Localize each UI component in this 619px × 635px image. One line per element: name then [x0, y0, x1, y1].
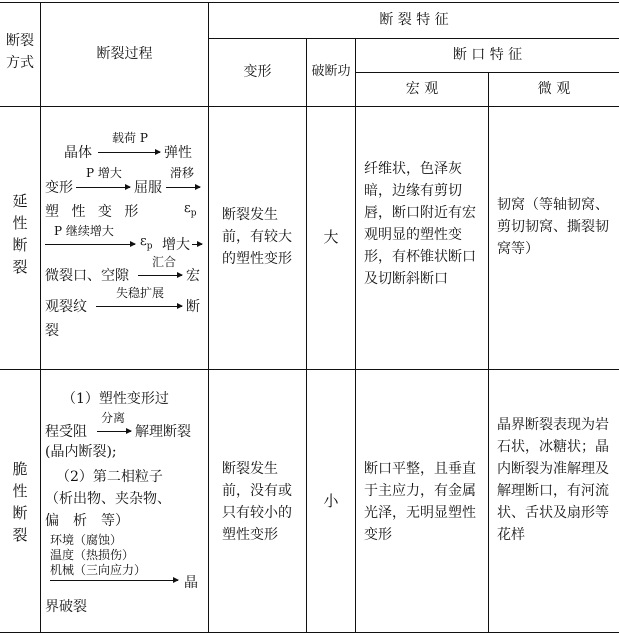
process-line2-arrow2 [166, 187, 200, 188]
brittle-p1-arrow [97, 431, 131, 432]
brittle-fracture-work: 小 [323, 492, 339, 510]
process-line5-left: 微裂口、空隙 [45, 268, 129, 284]
process-line2-mid: 屈服 [134, 180, 162, 196]
process-line4-symbol: $\varepsilon_p$ [140, 234, 153, 252]
process-line2-arrow-label: P 增大 [86, 166, 122, 180]
brittle-p1-line1: （1）塑性变形过 [62, 391, 169, 407]
process-line6-right: 断 [186, 299, 200, 315]
brittle-p1-line3: (晶内断裂); [45, 444, 117, 460]
brittle-p1-left: 程受阻 [45, 424, 87, 440]
brittle-fracture-label: 脆性断裂 [12, 460, 28, 544]
header-fracture-process: 断裂过程 [96, 46, 153, 62]
process-line1-left: 晶体 [64, 145, 92, 161]
brittle-p2-right: 晶 [184, 575, 198, 591]
brittle-p2-line2: （析出物、夹杂物、 [45, 491, 171, 507]
brittle-cause-environment: 环境（腐蚀） [50, 533, 123, 547]
process-line2-arrow2-label: 滑移 [170, 166, 195, 180]
header-fracture-features: 断 裂 特 征 [379, 12, 449, 28]
process-line6-arrow-label: 失稳扩展 [116, 286, 165, 300]
col-line-1 [40, 2, 41, 633]
process-line4-arrow [45, 244, 135, 245]
header-fracture-surface: 断 口 特 征 [452, 47, 523, 63]
col-line-4 [355, 38, 356, 633]
brittle-p2-line1: （2）第二相粒子 [56, 469, 163, 485]
process-line1-arrow-label: 载荷 P [112, 131, 148, 145]
ductile-fracture-label: 延性断裂 [12, 192, 28, 276]
process-line4-arrow-label: P 继续增大 [54, 224, 114, 238]
brittle-p1-arrow-label: 分离 [101, 411, 126, 425]
brittle-p1-right: 解理断裂 [135, 424, 191, 440]
table-bottom-border [0, 632, 619, 633]
brittle-cause-temperature: 温度（热损伤） [50, 548, 135, 562]
process-line2-arrow [76, 187, 130, 188]
row-divider [0, 369, 619, 370]
process-line4-right: 增大 [162, 237, 190, 253]
brittle-macro: 断口平整，且垂直于主应力，有金属光泽，无明显塑性变形 [364, 461, 476, 543]
process-line5-right: 宏 [186, 268, 200, 284]
ductile-fracture-work: 大 [323, 228, 339, 246]
brittle-p2-line3: 偏 析 等） [45, 513, 129, 529]
brittle-micro: 晶界断裂表现为岩石状，冰糖状；晶内断裂为准解理及解理断口，有河流状、舌状及扇形等花样 [497, 417, 609, 543]
col-line-5 [488, 72, 489, 633]
process-line6-arrow [96, 306, 182, 307]
header-macro: 宏 观 [405, 81, 439, 97]
brittle-deformation: 断裂发生前，没有或只有较小的塑性变形 [222, 461, 292, 543]
process-line3-symbol: $\varepsilon_p$ [184, 201, 197, 219]
process-line2-left: 变形 [45, 180, 73, 196]
table-top-border [0, 2, 619, 3]
process-line7: 裂 [45, 323, 59, 339]
header-line-surface [355, 72, 619, 73]
ductile-micro: 韧窝（等轴韧窝、剪切韧窝、撕裂韧窝等） [497, 197, 609, 257]
col-line-2 [208, 2, 209, 633]
brittle-cause-mechanical: 机械（三向应力） [50, 563, 147, 577]
header-fracture-mode: 断裂 方式 [6, 33, 34, 71]
header-bottom-line [0, 106, 619, 107]
process-line5-arrow [138, 275, 182, 276]
ductile-macro: 纤维状，色泽灰暗，边缘有剪切唇，断口附近有宏观明显的塑性变形，有杯锥状断口及切断斜断口 [364, 161, 476, 287]
process-line4-arrow-tail [192, 244, 202, 245]
process-line1-right: 弹性 [164, 145, 192, 161]
header-deformation: 变形 [243, 64, 272, 80]
header-fracture-work: 破断功 [311, 64, 351, 79]
ductile-deformation: 断裂发生前，有较大的塑性变形 [222, 207, 292, 267]
brittle-p2-arrow [50, 580, 178, 581]
brittle-p2-last: 界破裂 [45, 599, 87, 615]
header-micro: 微 观 [537, 81, 571, 97]
process-line1-arrow [98, 152, 160, 153]
process-line3-text: 塑 性 变 形 [45, 204, 143, 220]
header-line-features [208, 38, 619, 39]
col-line-3 [306, 38, 307, 633]
process-line6-left: 观裂纹 [45, 299, 87, 315]
process-line5-arrow-label: 汇合 [152, 255, 177, 269]
